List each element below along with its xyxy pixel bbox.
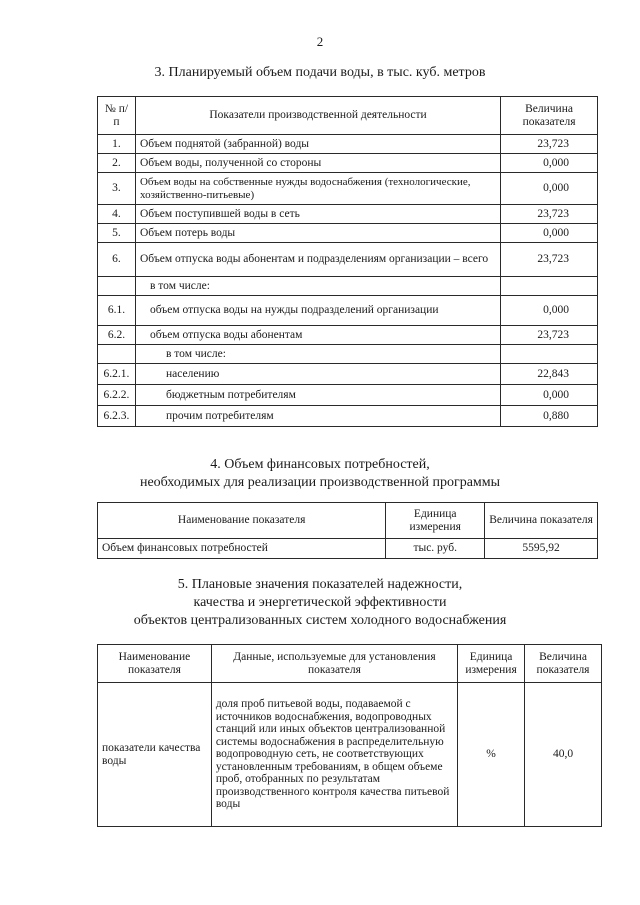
- row-value: 23,723: [501, 243, 598, 277]
- water-supply-table: [97, 96, 598, 427]
- row-unit: %: [458, 683, 525, 827]
- section-5-title-line-3: объектов централизованных систем холодного водоснабжения: [133, 613, 507, 628]
- header-data: Данные, используемые для установления показателя: [211, 645, 457, 683]
- row-num: 6.2.3.: [98, 406, 136, 427]
- row-name: Объем отпуска воды абонентам и подразделениям организации – всего: [135, 243, 500, 277]
- row-num: 6.1.: [98, 296, 136, 326]
- row-name: Объем воды на собственные нужды водоснабжения (технологические, хозяйственно-питьевые): [135, 173, 500, 205]
- row-name: объем отпуска воды абонентам: [135, 326, 500, 345]
- table-row: [98, 406, 598, 427]
- row-data: доля проб питьевой воды, подаваемой с источников водоснабжения, водопроводных станций или иных объектов централизованной системы водоснабжения в распределительную водопроводную сеть, не соответствующих установленным требованиям, в общем объеме проб, отобранных по результатам производственного контроля качества питьевой воды: [211, 683, 457, 827]
- section-5-title-line-1: 5. Плановые значения показателей надежности,: [177, 577, 463, 592]
- table-row: [98, 296, 598, 326]
- row-name: прочим потребителям: [135, 406, 500, 427]
- table-row: [98, 173, 598, 205]
- row-name: Объем поступившей воды в сеть: [135, 205, 500, 224]
- row-name: Объем поднятой (забранной) воды: [135, 135, 500, 154]
- row-num: 5.: [98, 224, 136, 243]
- section-3-title: 3. Планируемый объем подачи воды, в тыс. куб. метров: [154, 65, 486, 80]
- row-value: 0,000: [501, 173, 598, 205]
- table-row: [98, 364, 598, 385]
- header-value: Величина показателя: [501, 97, 598, 135]
- table-header-row: [98, 503, 598, 539]
- table-row: [98, 385, 598, 406]
- financial-needs-table: [97, 502, 598, 559]
- table-row: [98, 326, 598, 345]
- header-unit: Единица измерения: [458, 645, 525, 683]
- table-row: [98, 205, 598, 224]
- row-name: в том числе:: [135, 345, 500, 364]
- table-row: [98, 345, 598, 364]
- row-value: 0,880: [501, 406, 598, 427]
- table-row: [98, 539, 598, 559]
- row-name: показатели качества воды: [98, 683, 212, 827]
- row-name: Объем финансовых потребностей: [98, 539, 386, 559]
- quality-indicators-table: [97, 644, 602, 827]
- row-num: 6.2.: [98, 326, 136, 345]
- table-header-row: [98, 97, 598, 135]
- row-value: 23,723: [501, 326, 598, 345]
- row-unit: тыс. руб.: [386, 539, 485, 559]
- row-name: бюджетным потребителям: [135, 385, 500, 406]
- section-5-title-line-2: качества и энергетической эффективности: [193, 595, 447, 610]
- row-num: 6.2.1.: [98, 364, 136, 385]
- row-num: 6.2.2.: [98, 385, 136, 406]
- row-num: [98, 277, 136, 296]
- page-number: 2: [316, 34, 324, 49]
- row-value: 0,000: [501, 385, 598, 406]
- row-value: [501, 277, 598, 296]
- row-num: 4.: [98, 205, 136, 224]
- row-name: Объем воды, полученной со стороны: [135, 154, 500, 173]
- row-value: 23,723: [501, 205, 598, 224]
- header-name: Наименование показателя: [98, 645, 212, 683]
- row-value: 40,0: [525, 683, 602, 827]
- header-name: Наименование показателя: [98, 503, 386, 539]
- table-row: [98, 154, 598, 173]
- row-value: 22,843: [501, 364, 598, 385]
- header-value: Величина показателя: [485, 503, 598, 539]
- row-name: в том числе:: [135, 277, 500, 296]
- table-row: [98, 683, 602, 827]
- row-value: 5595,92: [485, 539, 598, 559]
- row-name: населению: [135, 364, 500, 385]
- table-row: [98, 135, 598, 154]
- row-value: 23,723: [501, 135, 598, 154]
- row-value: 0,000: [501, 154, 598, 173]
- section-4-title-line-1: 4. Объем финансовых потребностей,: [210, 457, 430, 472]
- row-name: объем отпуска воды на нужды подразделений организации: [135, 296, 500, 326]
- row-value: [501, 345, 598, 364]
- row-num: 1.: [98, 135, 136, 154]
- row-name: Объем потерь воды: [135, 224, 500, 243]
- table-row: [98, 277, 598, 296]
- row-value: 0,000: [501, 296, 598, 326]
- row-num: [98, 345, 136, 364]
- row-num: 3.: [98, 173, 136, 205]
- header-unit: Единица измерения: [386, 503, 485, 539]
- row-value: 0,000: [501, 224, 598, 243]
- row-num: 6.: [98, 243, 136, 277]
- table-header-row: [98, 645, 602, 683]
- row-num: 2.: [98, 154, 136, 173]
- header-indicator: Показатели производственной деятельности: [135, 97, 500, 135]
- header-num: № п/п: [98, 97, 136, 135]
- table-row: [98, 243, 598, 277]
- header-value: Величина показателя: [525, 645, 602, 683]
- table-row: [98, 224, 598, 243]
- section-4-title-line-2: необходимых для реализации производственной программы: [139, 475, 501, 490]
